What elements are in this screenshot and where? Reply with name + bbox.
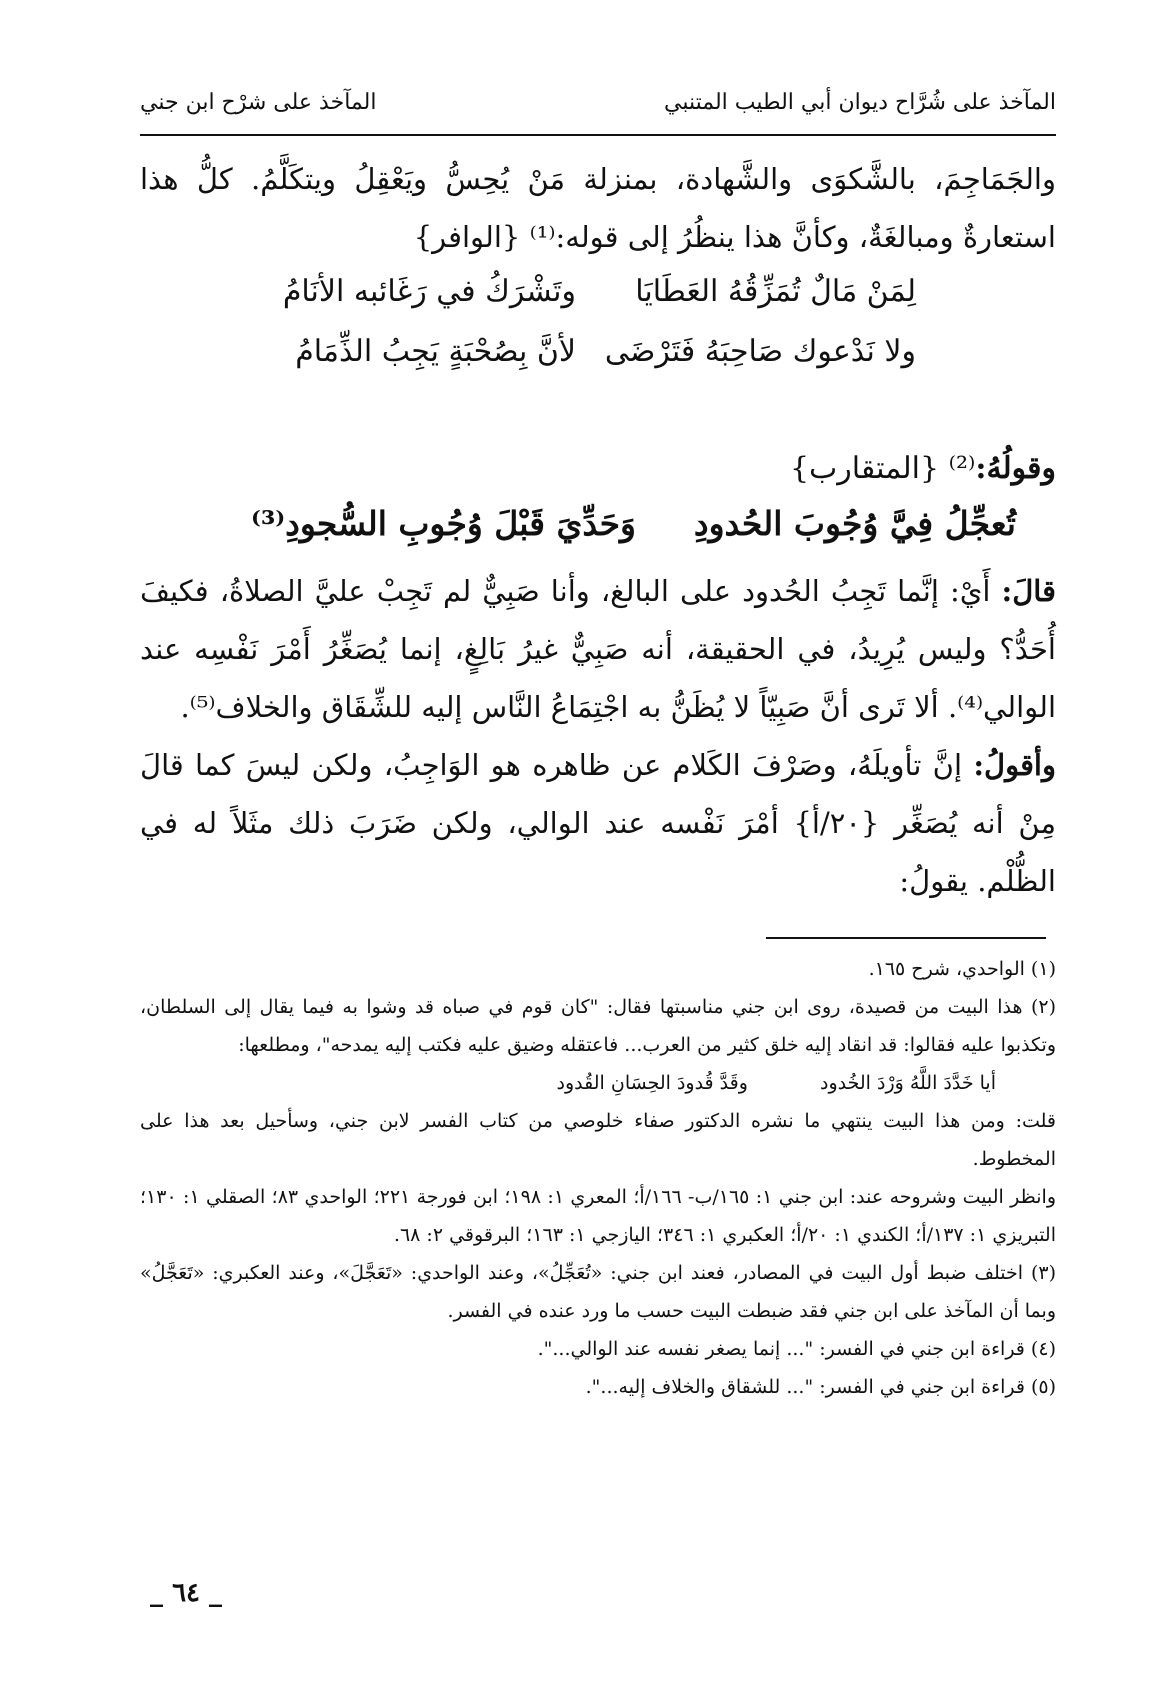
verse-line-2 [140,326,1056,386]
qawluhu-label: وقولُهُ: [975,451,1056,486]
footnote-rule [766,937,1046,939]
footnote-2-poem [140,1064,1056,1102]
footnote-1: (١) الواحدي، شرح ١٦٥. [868,958,1056,980]
main-verse [140,498,1056,562]
paragraph-aqulu [140,736,1056,910]
qawluhu-meter: ⁽²⁾ {المتقارب} [789,451,976,486]
footnote-2: (٢) هذا البيت من قصيدة، روى ابن جني مناسبتها فقال: "كان قوم في صباه قد وشوا به فيما يقال إلى السلطان، وتكذبوا عليه فقالوا: قد انقاد إليه خلق كثير من العرب... فاعتقله وضيق عليه فكتب إليه يمدحه"، ومطلعها: [140,996,1056,1056]
header-section-title: المآخذ على شرْح ابن جني [140,90,377,115]
header-book-title: المآخذ على شُرَّاح ديوان أبي الطيب المتنبي [664,90,1056,115]
main-verse-first-half: تُعجِّلُ فِيَّ وُجُوبَ الحُدودِ [693,504,1016,543]
footnote-4: (٤) قراءة ابن جني في الفسر: "... إنما يصغر نفسه عند الوالي...". [537,1338,1056,1360]
aqulu-text: إنَّ تأويلَهُ، وصَرْفَ الكَلام عن ظاهره هو الوَاجِبُ، ولكن ليسَ كما قالَ مِنْ أنه يُصَغِّر {٢٠/أ} أمْرَ نَفْسه عند الوالي، ولكن ضَرَبَ ذلك مثَلاً له في الظُّلْم. يقولُ: [140,748,1056,898]
footnote-5: (٥) قراءة ابن جني في الفسر: "... للشقاق والخلاف إليه...". [585,1376,1056,1398]
aqulu-label: وأقولُ: [973,748,1056,782]
qawluhu-line [140,440,1056,498]
footnotes [140,950,1056,1406]
page-number: _ ٦٤ _ [150,1578,223,1608]
verse-1-first-half: لِمَنْ مَالٌ تُمَزِّقُهُ العَطَايَا [635,274,916,309]
verse-2-first-half: ولا نَدْعوك صَاحِبَهُ فَتَرْضَى [604,334,916,369]
footnote-2-poem-second-half: وقَدَّ قُدودَ الحِسَانِ القُدود [556,1072,748,1094]
main-text [140,150,1056,910]
footnote-3: (٣) اختلف ضبط أول البيت في المصادر، فعند ابن جني: «تُعَجِّلُ»، وعند الواحدي: «تَعَجَّلَ»، وعند العكبري: «تَعَجَّلُ» وبما أن المآخذ على ابن جني فقد ضبطت البيت حسب ما ورد عنده في الفسر. [140,1262,1056,1322]
header-rule [140,134,1056,136]
qala-label: قالَ: [1001,574,1056,608]
running-header [140,88,1056,122]
footnote-2-refs: وانظر البيت وشروحه عند: ابن جني ١: ١٦٥/ب- ١٦٦/أ؛ المعري ١: ١٩٨؛ ابن فورجة ٢٢١؛ الواحدي ٨٣؛ الصقلي ١: ١٣٠؛ التبريزي ١: ١٣٧/أ؛ الكندي ١: ٢٠/أ؛ العكبري ١: ٣٤٦؛ اليازجي ١: ١٦٣؛ البرقوقي ٢: ٦٨. [140,1186,1056,1246]
paragraph-qala [140,562,1056,736]
footnote-2-poem-first-half: أيا خَدَّدَ اللَّهُ وَرْدَ الخُدود [820,1072,996,1094]
verse-line-1 [140,266,1056,326]
main-verse-second-half: وَحَدِّيَ قَبْلَ وُجُوبِ السُّجودِ⁽³⁾ [251,504,636,543]
qala-text: أَيْ: إنَّما تَجِبُ الحُدود على البالغ، وأنا صَبِيٌّ لم تَجِبْ عليَّ الصلاةُ، فكيفَ أُحَدُّ؟ وليس يُرِيدُ، في الحقيقة، أنه صَبِيٌّ غيرُ بَالِغٍ، إنما يُصَغِّرُ أَمْرَ نَفْسِه عند الوالي⁽⁴⁾. ألا تَرى أنَّ صَبِيّاً لا يُظَنُّ به اجْتِمَاعُ النَّاس إليه للشِّقَاق والخلاف⁽⁵⁾. [140,574,1056,724]
footnote-2-note: قلت: ومن هذا البيت ينتهي ما نشره الدكتور صفاء خلوصي من كتاب الفسر لابن جني، وسأحيل بعد هذا على المخطوط. [140,1110,1056,1170]
paragraph-1: والجَمَاجِمَ، بالشَّكوَى والشَّهادة، بمنزلة مَنْ يُحِسُّ ويَعْقِلُ ويتكَلَّمُ. كلُّ هذا استعارةٌ ومبالغَةٌ، وكأنَّ هذا ينظُرُ إلى قوله:⁽¹⁾ {الوافر} [140,162,1056,254]
spacer [140,386,1056,440]
verse-1-second-half: وتَشْرَكُ في رَغَائبه الأنَامُ [282,274,576,309]
verse-2-second-half: لأنَّ بِصُحْبَةٍ يَجِبُ الذِّمَامُ [295,334,576,369]
